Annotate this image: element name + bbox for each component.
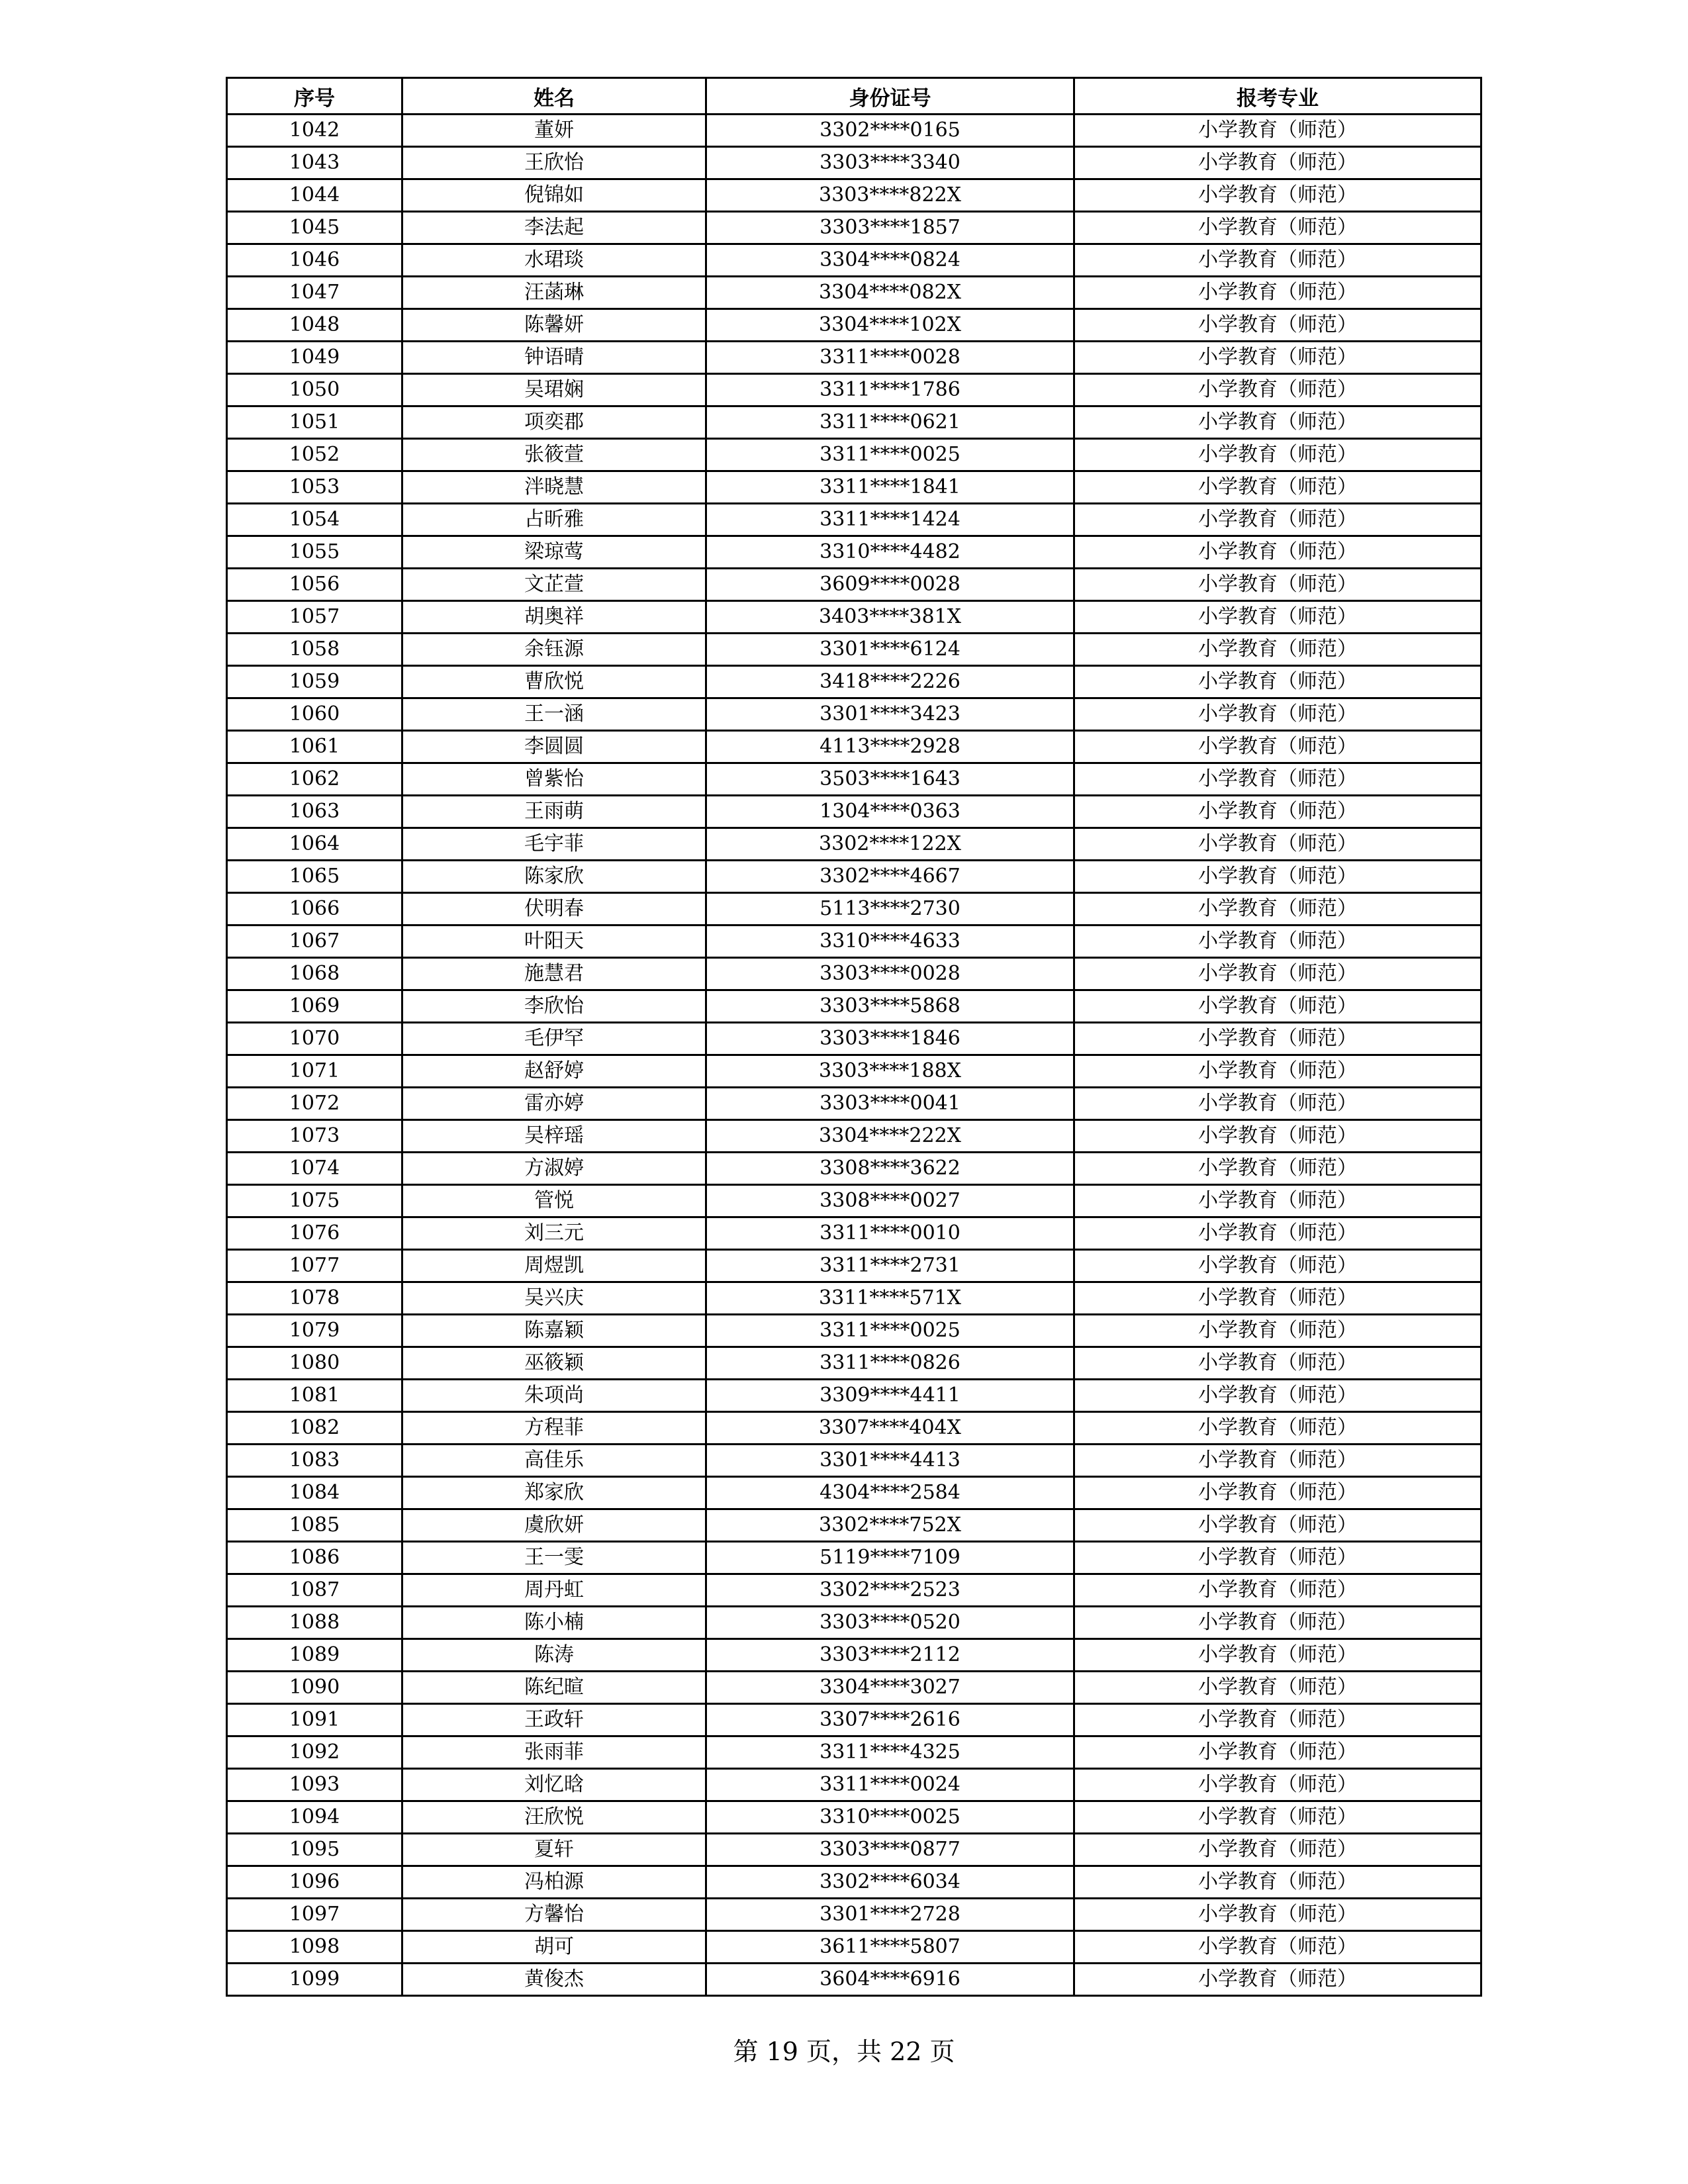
cell-major: 小学教育（师范） bbox=[1074, 1866, 1481, 1899]
cell-id-number: 3310****4482 bbox=[706, 536, 1074, 569]
cell-name: 文芷萱 bbox=[402, 569, 706, 601]
cell-id-number: 3303****0028 bbox=[706, 958, 1074, 990]
cell-id-number: 3304****0824 bbox=[706, 244, 1074, 277]
cell-index: 1056 bbox=[227, 569, 402, 601]
table-row bbox=[227, 536, 1481, 569]
cell-major: 小学教育（师范） bbox=[1074, 1834, 1481, 1866]
cell-index: 1080 bbox=[227, 1347, 402, 1380]
cell-id-number: 3309****4411 bbox=[706, 1380, 1074, 1412]
cell-name: 钟语晴 bbox=[402, 342, 706, 374]
cell-major: 小学教育（师范） bbox=[1074, 179, 1481, 212]
cell-id-number: 3304****102X bbox=[706, 309, 1074, 342]
cell-index: 1050 bbox=[227, 374, 402, 406]
table-row bbox=[227, 634, 1481, 666]
cell-name: 王一涵 bbox=[402, 698, 706, 731]
cell-major: 小学教育（师范） bbox=[1074, 1542, 1481, 1574]
table-row bbox=[227, 796, 1481, 828]
header-row bbox=[227, 78, 1481, 115]
cell-name: 管悦 bbox=[402, 1185, 706, 1217]
table-row bbox=[227, 861, 1481, 893]
cell-name: 吴兴庆 bbox=[402, 1282, 706, 1315]
cell-major: 小学教育（师范） bbox=[1074, 1672, 1481, 1704]
cell-index: 1060 bbox=[227, 698, 402, 731]
cell-id-number: 3303****1857 bbox=[706, 212, 1074, 244]
cell-name: 汪菡琳 bbox=[402, 277, 706, 309]
cell-id-number: 3301****3423 bbox=[706, 698, 1074, 731]
cell-name: 李法起 bbox=[402, 212, 706, 244]
cell-name: 曾紫怡 bbox=[402, 763, 706, 796]
cell-id-number: 3503****1643 bbox=[706, 763, 1074, 796]
cell-major: 小学教育（师范） bbox=[1074, 277, 1481, 309]
cell-major: 小学教育（师范） bbox=[1074, 698, 1481, 731]
cell-major: 小学教育（师范） bbox=[1074, 1445, 1481, 1477]
cell-id-number: 3303****0041 bbox=[706, 1088, 1074, 1120]
cell-major: 小学教育（师范） bbox=[1074, 1023, 1481, 1055]
cell-major: 小学教育（师范） bbox=[1074, 990, 1481, 1023]
header-id-number: 身份证号 bbox=[706, 78, 1074, 115]
cell-id-number: 3304****082X bbox=[706, 277, 1074, 309]
cell-name: 曹欣悦 bbox=[402, 666, 706, 698]
cell-major: 小学教育（师范） bbox=[1074, 536, 1481, 569]
cell-index: 1084 bbox=[227, 1477, 402, 1509]
cell-major: 小学教育（师范） bbox=[1074, 1704, 1481, 1736]
cell-id-number: 3303****5868 bbox=[706, 990, 1074, 1023]
cell-index: 1062 bbox=[227, 763, 402, 796]
table-row bbox=[227, 1769, 1481, 1801]
table-row bbox=[227, 828, 1481, 861]
cell-index: 1093 bbox=[227, 1769, 402, 1801]
cell-name: 吴梓瑶 bbox=[402, 1120, 706, 1153]
cell-major: 小学教育（师范） bbox=[1074, 1509, 1481, 1542]
cell-name: 李圆圆 bbox=[402, 731, 706, 763]
cell-id-number: 3604****6916 bbox=[706, 1964, 1074, 1996]
cell-name: 方馨怡 bbox=[402, 1899, 706, 1931]
cell-id-number: 3311****0621 bbox=[706, 406, 1074, 439]
cell-name: 雷亦婷 bbox=[402, 1088, 706, 1120]
cell-major: 小学教育（师范） bbox=[1074, 309, 1481, 342]
cell-index: 1081 bbox=[227, 1380, 402, 1412]
cell-name: 刘忆晗 bbox=[402, 1769, 706, 1801]
cell-id-number: 3311****0826 bbox=[706, 1347, 1074, 1380]
cell-index: 1065 bbox=[227, 861, 402, 893]
cell-id-number: 3311****0025 bbox=[706, 439, 1074, 471]
cell-index: 1088 bbox=[227, 1607, 402, 1639]
cell-major: 小学教育（师范） bbox=[1074, 1607, 1481, 1639]
cell-major: 小学教育（师范） bbox=[1074, 212, 1481, 244]
cell-id-number: 3308****3622 bbox=[706, 1153, 1074, 1185]
cell-id-number: 4304****2584 bbox=[706, 1477, 1074, 1509]
table-row bbox=[227, 439, 1481, 471]
cell-name: 毛伊罕 bbox=[402, 1023, 706, 1055]
cell-id-number: 3303****2112 bbox=[706, 1639, 1074, 1672]
cell-index: 1083 bbox=[227, 1445, 402, 1477]
table-row bbox=[227, 1736, 1481, 1769]
table-row bbox=[227, 406, 1481, 439]
table-row bbox=[227, 212, 1481, 244]
table-row bbox=[227, 244, 1481, 277]
table-row bbox=[227, 763, 1481, 796]
table-row bbox=[227, 698, 1481, 731]
cell-index: 1076 bbox=[227, 1217, 402, 1250]
cell-id-number: 3609****0028 bbox=[706, 569, 1074, 601]
cell-id-number: 3303****1846 bbox=[706, 1023, 1074, 1055]
cell-index: 1059 bbox=[227, 666, 402, 698]
cell-id-number: 3303****0520 bbox=[706, 1607, 1074, 1639]
cell-index: 1045 bbox=[227, 212, 402, 244]
cell-name: 董妍 bbox=[402, 115, 706, 147]
table-row bbox=[227, 569, 1481, 601]
cell-major: 小学教育（师范） bbox=[1074, 926, 1481, 958]
cell-name: 陈涛 bbox=[402, 1639, 706, 1672]
cell-major: 小学教育（师范） bbox=[1074, 1282, 1481, 1315]
cell-index: 1042 bbox=[227, 115, 402, 147]
cell-major: 小学教育（师范） bbox=[1074, 1185, 1481, 1217]
cell-major: 小学教育（师范） bbox=[1074, 1769, 1481, 1801]
cell-name: 陈纪暄 bbox=[402, 1672, 706, 1704]
cell-name: 黄俊杰 bbox=[402, 1964, 706, 1996]
cell-id-number: 3418****2226 bbox=[706, 666, 1074, 698]
cell-major: 小学教育（师范） bbox=[1074, 115, 1481, 147]
table-row bbox=[227, 1899, 1481, 1931]
cell-id-number: 5113****2730 bbox=[706, 893, 1074, 926]
cell-name: 陈馨妍 bbox=[402, 309, 706, 342]
cell-id-number: 3304****222X bbox=[706, 1120, 1074, 1153]
cell-name: 毛宇菲 bbox=[402, 828, 706, 861]
cell-id-number: 3302****122X bbox=[706, 828, 1074, 861]
cell-id-number: 3310****4633 bbox=[706, 926, 1074, 958]
cell-name: 方程菲 bbox=[402, 1412, 706, 1445]
cell-index: 1082 bbox=[227, 1412, 402, 1445]
cell-major: 小学教育（师范） bbox=[1074, 1412, 1481, 1445]
cell-major: 小学教育（师范） bbox=[1074, 1347, 1481, 1380]
cell-id-number: 3303****822X bbox=[706, 179, 1074, 212]
cell-major: 小学教育（师范） bbox=[1074, 1153, 1481, 1185]
cell-index: 1070 bbox=[227, 1023, 402, 1055]
cell-name: 王欣怡 bbox=[402, 147, 706, 179]
cell-id-number: 3302****4667 bbox=[706, 861, 1074, 893]
cell-id-number: 3302****2523 bbox=[706, 1574, 1074, 1607]
cell-major: 小学教育（师范） bbox=[1074, 147, 1481, 179]
table-row bbox=[227, 1704, 1481, 1736]
cell-id-number: 3302****752X bbox=[706, 1509, 1074, 1542]
cell-id-number: 3310****0025 bbox=[706, 1801, 1074, 1834]
cell-name: 余钰源 bbox=[402, 634, 706, 666]
cell-name: 叶阳天 bbox=[402, 926, 706, 958]
table-row bbox=[227, 1282, 1481, 1315]
cell-major: 小学教育（师范） bbox=[1074, 634, 1481, 666]
cell-id-number: 3311****1786 bbox=[706, 374, 1074, 406]
cell-major: 小学教育（师范） bbox=[1074, 731, 1481, 763]
cell-id-number: 3301****4413 bbox=[706, 1445, 1074, 1477]
cell-name: 汪欣悦 bbox=[402, 1801, 706, 1834]
cell-index: 1051 bbox=[227, 406, 402, 439]
cell-index: 1087 bbox=[227, 1574, 402, 1607]
cell-index: 1052 bbox=[227, 439, 402, 471]
cell-index: 1091 bbox=[227, 1704, 402, 1736]
cell-index: 1086 bbox=[227, 1542, 402, 1574]
table-row bbox=[227, 1185, 1481, 1217]
cell-index: 1092 bbox=[227, 1736, 402, 1769]
table-row bbox=[227, 1380, 1481, 1412]
header-name: 姓名 bbox=[402, 78, 706, 115]
table-row bbox=[227, 958, 1481, 990]
cell-major: 小学教育（师范） bbox=[1074, 1217, 1481, 1250]
cell-index: 1094 bbox=[227, 1801, 402, 1834]
cell-id-number: 3302****0165 bbox=[706, 115, 1074, 147]
cell-name: 巫筱颖 bbox=[402, 1347, 706, 1380]
cell-name: 朱项尚 bbox=[402, 1380, 706, 1412]
table-row bbox=[227, 471, 1481, 504]
cell-index: 1048 bbox=[227, 309, 402, 342]
table-row bbox=[227, 601, 1481, 634]
cell-name: 倪锦如 bbox=[402, 179, 706, 212]
cell-id-number: 3307****404X bbox=[706, 1412, 1074, 1445]
cell-name: 胡可 bbox=[402, 1931, 706, 1964]
cell-name: 虞欣妍 bbox=[402, 1509, 706, 1542]
cell-index: 1066 bbox=[227, 893, 402, 926]
table-row bbox=[227, 1412, 1481, 1445]
cell-major: 小学教育（师范） bbox=[1074, 504, 1481, 536]
table-row bbox=[227, 1931, 1481, 1964]
table-row bbox=[227, 1120, 1481, 1153]
cell-major: 小学教育（师范） bbox=[1074, 244, 1481, 277]
cell-major: 小学教育（师范） bbox=[1074, 1899, 1481, 1931]
cell-index: 1095 bbox=[227, 1834, 402, 1866]
cell-major: 小学教育（师范） bbox=[1074, 1736, 1481, 1769]
cell-major: 小学教育（师范） bbox=[1074, 439, 1481, 471]
cell-index: 1067 bbox=[227, 926, 402, 958]
cell-id-number: 3311****4325 bbox=[706, 1736, 1074, 1769]
cell-name: 陈小楠 bbox=[402, 1607, 706, 1639]
cell-major: 小学教育（师范） bbox=[1074, 1088, 1481, 1120]
cell-id-number: 3311****0028 bbox=[706, 342, 1074, 374]
cell-id-number: 3311****0010 bbox=[706, 1217, 1074, 1250]
cell-name: 项奕郡 bbox=[402, 406, 706, 439]
cell-index: 1073 bbox=[227, 1120, 402, 1153]
cell-index: 1046 bbox=[227, 244, 402, 277]
cell-index: 1044 bbox=[227, 179, 402, 212]
table-row bbox=[227, 1509, 1481, 1542]
cell-name: 张筱萱 bbox=[402, 439, 706, 471]
cell-name: 施慧君 bbox=[402, 958, 706, 990]
cell-id-number: 4113****2928 bbox=[706, 731, 1074, 763]
cell-id-number: 1304****0363 bbox=[706, 796, 1074, 828]
table-body bbox=[227, 115, 1481, 1996]
cell-name: 高佳乐 bbox=[402, 1445, 706, 1477]
roster-table bbox=[226, 77, 1482, 1997]
cell-major: 小学教育（师范） bbox=[1074, 374, 1481, 406]
cell-name: 赵舒婷 bbox=[402, 1055, 706, 1088]
table-row bbox=[227, 504, 1481, 536]
table-row bbox=[227, 1153, 1481, 1185]
table-row bbox=[227, 1088, 1481, 1120]
table-row bbox=[227, 1834, 1481, 1866]
cell-name: 周煜凯 bbox=[402, 1250, 706, 1282]
cell-name: 陈家欣 bbox=[402, 861, 706, 893]
cell-major: 小学教育（师范） bbox=[1074, 1055, 1481, 1088]
cell-index: 1075 bbox=[227, 1185, 402, 1217]
cell-major: 小学教育（师范） bbox=[1074, 342, 1481, 374]
cell-index: 1061 bbox=[227, 731, 402, 763]
cell-id-number: 3307****2616 bbox=[706, 1704, 1074, 1736]
table-row bbox=[227, 115, 1481, 147]
cell-name: 伏明春 bbox=[402, 893, 706, 926]
table-row bbox=[227, 926, 1481, 958]
cell-id-number: 3303****3340 bbox=[706, 147, 1074, 179]
cell-id-number: 3311****571X bbox=[706, 1282, 1074, 1315]
cell-index: 1068 bbox=[227, 958, 402, 990]
cell-name: 王一雯 bbox=[402, 1542, 706, 1574]
cell-id-number: 3403****381X bbox=[706, 601, 1074, 634]
cell-id-number: 3301****6124 bbox=[706, 634, 1074, 666]
cell-name: 泮晓慧 bbox=[402, 471, 706, 504]
cell-major: 小学教育（师范） bbox=[1074, 1380, 1481, 1412]
cell-name: 刘三元 bbox=[402, 1217, 706, 1250]
cell-index: 1063 bbox=[227, 796, 402, 828]
cell-major: 小学教育（师范） bbox=[1074, 1801, 1481, 1834]
header-index: 序号 bbox=[227, 78, 402, 115]
table-row bbox=[227, 374, 1481, 406]
cell-id-number: 3611****5807 bbox=[706, 1931, 1074, 1964]
cell-id-number: 3311****0025 bbox=[706, 1315, 1074, 1347]
cell-id-number: 3311****2731 bbox=[706, 1250, 1074, 1282]
cell-major: 小学教育（师范） bbox=[1074, 601, 1481, 634]
table-row bbox=[227, 731, 1481, 763]
cell-major: 小学教育（师范） bbox=[1074, 1574, 1481, 1607]
cell-name: 郑家欣 bbox=[402, 1477, 706, 1509]
cell-major: 小学教育（师范） bbox=[1074, 763, 1481, 796]
cell-major: 小学教育（师范） bbox=[1074, 1250, 1481, 1282]
table-row bbox=[227, 1477, 1481, 1509]
table-row bbox=[227, 309, 1481, 342]
table-row bbox=[227, 893, 1481, 926]
cell-major: 小学教育（师范） bbox=[1074, 1315, 1481, 1347]
cell-index: 1097 bbox=[227, 1899, 402, 1931]
cell-major: 小学教育（师范） bbox=[1074, 893, 1481, 926]
table-row bbox=[227, 1055, 1481, 1088]
cell-major: 小学教育（师范） bbox=[1074, 569, 1481, 601]
cell-index: 1099 bbox=[227, 1964, 402, 1996]
cell-index: 1078 bbox=[227, 1282, 402, 1315]
cell-major: 小学教育（师范） bbox=[1074, 958, 1481, 990]
cell-id-number: 3302****6034 bbox=[706, 1866, 1074, 1899]
cell-major: 小学教育（师范） bbox=[1074, 796, 1481, 828]
cell-index: 1096 bbox=[227, 1866, 402, 1899]
cell-name: 陈嘉颖 bbox=[402, 1315, 706, 1347]
cell-major: 小学教育（师范） bbox=[1074, 471, 1481, 504]
cell-major: 小学教育（师范） bbox=[1074, 406, 1481, 439]
cell-name: 冯柏源 bbox=[402, 1866, 706, 1899]
table-row bbox=[227, 990, 1481, 1023]
table-row bbox=[227, 1574, 1481, 1607]
table-row bbox=[227, 1217, 1481, 1250]
table-row bbox=[227, 666, 1481, 698]
cell-id-number: 3301****2728 bbox=[706, 1899, 1074, 1931]
table-row bbox=[227, 147, 1481, 179]
table-row bbox=[227, 1866, 1481, 1899]
table-row bbox=[227, 1964, 1481, 1996]
cell-major: 小学教育（师范） bbox=[1074, 861, 1481, 893]
cell-id-number: 3311****1424 bbox=[706, 504, 1074, 536]
table-row bbox=[227, 277, 1481, 309]
table-row bbox=[227, 1639, 1481, 1672]
table-row bbox=[227, 1607, 1481, 1639]
cell-index: 1049 bbox=[227, 342, 402, 374]
cell-index: 1098 bbox=[227, 1931, 402, 1964]
cell-index: 1055 bbox=[227, 536, 402, 569]
cell-index: 1047 bbox=[227, 277, 402, 309]
cell-major: 小学教育（师范） bbox=[1074, 1477, 1481, 1509]
table-row bbox=[227, 1672, 1481, 1704]
cell-index: 1053 bbox=[227, 471, 402, 504]
cell-name: 吴珺娴 bbox=[402, 374, 706, 406]
cell-name: 方淑婷 bbox=[402, 1153, 706, 1185]
cell-id-number: 5119****7109 bbox=[706, 1542, 1074, 1574]
cell-index: 1085 bbox=[227, 1509, 402, 1542]
cell-id-number: 3308****0027 bbox=[706, 1185, 1074, 1217]
header-major: 报考专业 bbox=[1074, 78, 1481, 115]
cell-id-number: 3304****3027 bbox=[706, 1672, 1074, 1704]
cell-name: 王政轩 bbox=[402, 1704, 706, 1736]
cell-name: 占昕雅 bbox=[402, 504, 706, 536]
cell-name: 周丹虹 bbox=[402, 1574, 706, 1607]
table-row bbox=[227, 179, 1481, 212]
cell-major: 小学教育（师范） bbox=[1074, 828, 1481, 861]
cell-index: 1057 bbox=[227, 601, 402, 634]
table-row bbox=[227, 1445, 1481, 1477]
cell-index: 1077 bbox=[227, 1250, 402, 1282]
cell-index: 1074 bbox=[227, 1153, 402, 1185]
cell-major: 小学教育（师范） bbox=[1074, 1120, 1481, 1153]
table-row bbox=[227, 1250, 1481, 1282]
cell-index: 1090 bbox=[227, 1672, 402, 1704]
cell-index: 1064 bbox=[227, 828, 402, 861]
cell-id-number: 3311****0024 bbox=[706, 1769, 1074, 1801]
cell-name: 梁琼莺 bbox=[402, 536, 706, 569]
cell-id-number: 3303****0877 bbox=[706, 1834, 1074, 1866]
cell-major: 小学教育（师范） bbox=[1074, 666, 1481, 698]
table-row bbox=[227, 1801, 1481, 1834]
table-row bbox=[227, 342, 1481, 374]
cell-name: 夏轩 bbox=[402, 1834, 706, 1866]
cell-index: 1079 bbox=[227, 1315, 402, 1347]
cell-index: 1054 bbox=[227, 504, 402, 536]
cell-major: 小学教育（师范） bbox=[1074, 1931, 1481, 1964]
cell-id-number: 3303****188X bbox=[706, 1055, 1074, 1088]
table-row bbox=[227, 1315, 1481, 1347]
cell-index: 1089 bbox=[227, 1639, 402, 1672]
cell-index: 1069 bbox=[227, 990, 402, 1023]
cell-index: 1072 bbox=[227, 1088, 402, 1120]
cell-major: 小学教育（师范） bbox=[1074, 1964, 1481, 1996]
cell-major: 小学教育（师范） bbox=[1074, 1639, 1481, 1672]
cell-index: 1071 bbox=[227, 1055, 402, 1088]
cell-name: 水珺琰 bbox=[402, 244, 706, 277]
cell-name: 张雨菲 bbox=[402, 1736, 706, 1769]
page-number: 第 19 页，共 22 页 bbox=[733, 2037, 955, 2066]
cell-index: 1043 bbox=[227, 147, 402, 179]
table-row bbox=[227, 1023, 1481, 1055]
cell-name: 王雨萌 bbox=[402, 796, 706, 828]
cell-index: 1058 bbox=[227, 634, 402, 666]
table-row bbox=[227, 1347, 1481, 1380]
cell-id-number: 3311****1841 bbox=[706, 471, 1074, 504]
table-row bbox=[227, 1542, 1481, 1574]
cell-name: 李欣怡 bbox=[402, 990, 706, 1023]
cell-name: 胡奥祥 bbox=[402, 601, 706, 634]
